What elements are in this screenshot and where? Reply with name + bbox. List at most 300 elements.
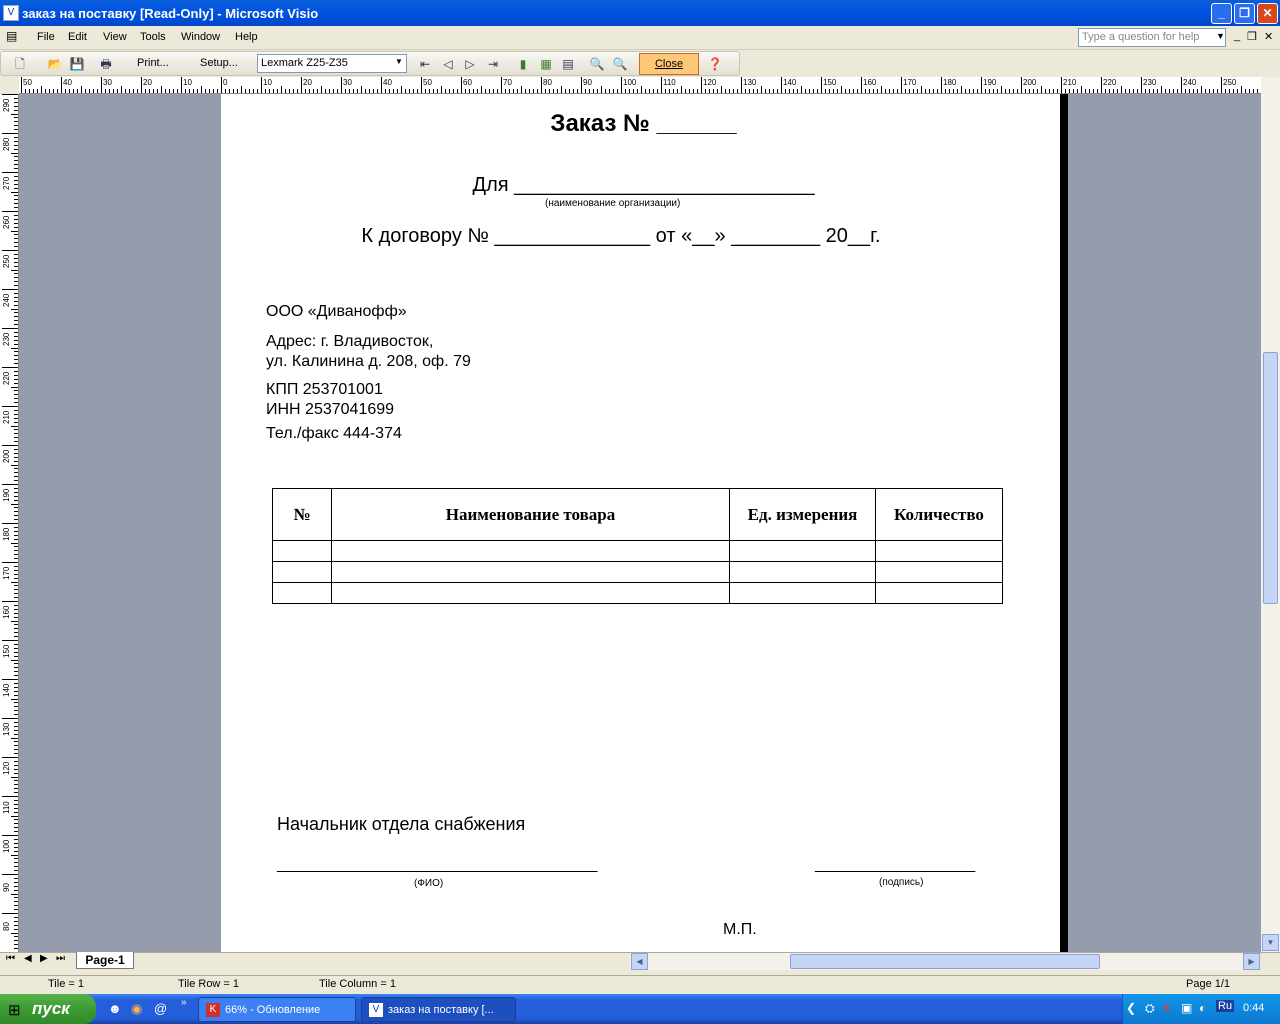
whole-page-icon[interactable]: ▦ [540,57,552,71]
ruler-tick [897,89,898,93]
ruler-tick [2,484,18,485]
ruler-tick [14,691,18,692]
ruler-tick [14,566,18,567]
ruler-tick [14,195,18,196]
ruler-tick [1009,89,1010,93]
chevron-down-icon[interactable]: ▼ [395,57,403,66]
ruler-tick [721,86,722,93]
windows-logo-icon: ⊞ [8,1002,21,1019]
ruler-tick [14,129,18,130]
task-visio[interactable] [361,997,516,1022]
menu-tools[interactable]: Tools [140,31,166,43]
ruler-tick [165,89,166,93]
ruler-tick [11,309,18,310]
email-icon[interactable]: @ [154,1001,168,1016]
ruler-tick [14,141,18,142]
ruler-tick [14,207,18,208]
ruler-tick [993,89,994,93]
ruler-tick [14,219,18,220]
ruler-tick [14,449,18,450]
ruler-tick [14,320,18,321]
ruler-tick [14,156,18,157]
volume-icon[interactable]: ◐ [1199,1001,1207,1015]
browser-icon[interactable]: ◉ [131,1001,143,1016]
ruler-tick [41,86,42,93]
ruler-tick [269,89,270,93]
ruler-tick [689,89,690,93]
ruler-tick [597,89,598,93]
ruler-tick [11,582,18,583]
table-cell [332,583,730,604]
chevron-down-icon[interactable]: ▼ [1216,31,1225,41]
ruler-tick-label: 20 [143,78,152,87]
ruler-tick [14,305,18,306]
ruler-tick [1121,86,1122,93]
ruler-tick [1225,89,1226,93]
table-cell [332,562,730,583]
chevron-right-icon[interactable]: » [181,997,187,1008]
setup-button[interactable]: Setup... [200,57,238,69]
drawing-canvas[interactable] [19,94,1261,952]
ruler-tick-label: 190 [2,488,11,502]
ruler-tick [697,89,698,93]
scroll-down-arrow-icon[interactable]: ▼ [1262,934,1279,951]
ruler-tick [1117,89,1118,93]
ruler-tick [14,515,18,516]
ruler-tick [81,86,82,93]
ruler-tick [1129,89,1130,93]
ruler-tick [649,89,650,93]
ruler-tick [825,89,826,93]
signature-line: __________________ [815,856,976,873]
ruler-tick [61,77,62,93]
ruler-tick [14,761,18,762]
ruler-tick [201,86,202,93]
ruler-tick [14,862,18,863]
ruler-tick [2,367,18,368]
ruler-tick [14,827,18,828]
ruler-tick [637,89,638,93]
ruler-tick [609,89,610,93]
ruler-tick [149,89,150,93]
ruler-tick [1133,89,1134,93]
ruler-tick [97,89,98,93]
previous-page-icon[interactable]: ◁ [443,57,453,71]
maximize-button[interactable]: ❐ [1234,3,1255,24]
ruler-tick [513,89,514,93]
signature-caption: (подпись) [879,877,924,888]
task-visio-label: заказ на поставку [... [388,1004,494,1016]
ruler-tick [365,89,366,93]
window-title: заказ на поставку [Read-Only] - Microsoft Visio [22,5,319,21]
ruler-tick [381,77,382,93]
ruler-tick [14,905,18,906]
zoom-in-icon[interactable]: 🔍 [612,57,628,71]
menu-view[interactable]: View [103,31,127,43]
printer-select[interactable]: Lexmark Z25-Z35 [257,54,407,73]
antivirus-tray-icon[interactable]: K [1163,1001,1172,1015]
ruler-tick [14,137,18,138]
ruler-tick [14,160,18,161]
ruler-tick [14,741,18,742]
ruler-tick [14,500,18,501]
ruler-tick [589,89,590,93]
ruler-tick [14,897,18,898]
tray-back-icon[interactable]: ❮ [1126,1001,1137,1015]
ruler-tick [14,297,18,298]
stamp-place: М.П. [723,921,757,938]
ruler-tick [541,77,542,93]
ruler-tick [11,699,18,700]
ruler-tick [509,89,510,93]
ruler-tick [2,874,18,875]
ruler-tick [741,77,742,93]
ruler-tick-label: 70 [503,78,512,87]
ruler-tick [557,89,558,93]
ruler-tick [14,402,18,403]
ruler-tick [1189,89,1190,93]
ruler-tick [549,89,550,93]
help-icon[interactable]: ❓ [707,57,723,71]
ruler-tick [14,870,18,871]
ruler-tick [1005,89,1006,93]
current-view-icon[interactable]: ▤ [562,57,574,71]
ruler-tick [1213,89,1214,93]
doc-restore-button[interactable]: ❐ [1247,31,1257,43]
ruler-tick [281,86,282,93]
ruler-tick-label: 140 [2,683,11,697]
table-cell [876,541,1003,562]
ruler-tick [1145,89,1146,93]
ruler-tick [501,77,502,93]
system-tray [1122,994,1280,1024]
zoom-out-icon[interactable]: 🔍 [589,57,605,71]
scroll-left-arrow-icon[interactable]: ◀ [631,953,648,970]
ruler-tick [11,777,18,778]
ruler-tick [385,89,386,93]
ruler-tick [929,89,930,93]
ruler-tick [14,695,18,696]
ruler-tick [213,89,214,93]
ruler-tick [11,621,18,622]
ruler-tick [14,554,18,555]
ruler-tick [437,89,438,93]
ruler-tick [1177,89,1178,93]
menu-window[interactable]: Window [181,31,221,43]
ruler-tick [14,702,18,703]
ruler-tick [14,948,18,949]
ruler-tick [14,293,18,294]
ruler-tick [14,847,18,848]
ruler-tick [953,89,954,93]
print-button[interactable]: Print... [137,57,169,69]
ruler-tick [505,89,506,93]
ruler-tick [1101,77,1102,93]
menu-help[interactable]: Help [235,31,258,43]
table-cell [876,583,1003,604]
ruler-tick [57,89,58,93]
ruler-tick [14,145,18,146]
ruler-tick [465,89,466,93]
ruler-tick [313,89,314,93]
ruler-tick [673,89,674,93]
ruler-tick [14,890,18,891]
ruler-tick-label: 280 [2,137,11,151]
ruler-tick [14,539,18,540]
ruler-tick [409,89,410,93]
ruler-tick [14,258,18,259]
ruler-tick [769,89,770,93]
menu-file[interactable]: File [37,31,55,43]
ruler-tick [14,176,18,177]
ruler-tick [14,800,18,801]
ruler-tick [14,215,18,216]
ruler-tick [933,89,934,93]
ruler-tick-label: 240 [2,293,11,307]
ruler-tick [677,89,678,93]
ruler-tick [1085,89,1086,93]
ruler-tick [14,332,18,333]
ruler-tick [245,89,246,93]
ruler-tick [573,89,574,93]
ruler-tick [965,89,966,93]
ruler-tick [133,89,134,93]
ruler-tick [569,89,570,93]
ruler-tick [14,730,18,731]
ruler-tick [14,266,18,267]
table-cell [273,583,332,604]
ruler-tick [869,89,870,93]
ruler-tick [109,89,110,93]
ruler-tick [11,933,18,934]
status-tile-row: Tile Row = 1 [178,978,240,990]
ruler-tick [1241,86,1242,93]
ruler-tick [733,89,734,93]
ruler-tick-label: 90 [2,883,11,892]
ruler-tick [14,617,18,618]
ruler-tick [14,149,18,150]
ruler-tick-label: 40 [383,78,392,87]
open-icon[interactable]: 📂 [47,57,63,71]
quicklaunch-icon[interactable]: ☻ [108,1001,122,1016]
ruler-tick [14,336,18,337]
first-tab-icon[interactable]: ⏮ [6,953,15,964]
ruler-tick [14,199,18,200]
ruler-tick [713,89,714,93]
ruler-tick [14,254,18,255]
doc-minimize-button[interactable]: _ [1234,30,1241,42]
ruler-tick [14,745,18,746]
visio-icon[interactable]: V [3,5,19,21]
menu-edit[interactable]: Edit [68,31,87,43]
ruler-tick [1045,89,1046,93]
ruler-tick [14,246,18,247]
kpp: КПП 253701001 [266,381,383,398]
ruler-tick-label: 260 [2,215,11,229]
ruler-tick [153,89,154,93]
ruler-tick-label: 230 [2,332,11,346]
ruler-tick [821,77,822,93]
ruler-tick [397,89,398,93]
monitor-icon[interactable]: ▣ [1181,1001,1193,1015]
network-icon[interactable]: ⛭ [1145,1001,1155,1015]
ruler-tick [369,89,370,93]
ruler-tick [601,86,602,93]
prev-tab-icon[interactable]: ◀ [24,953,32,964]
ruler-tick [653,89,654,93]
status-page: Page 1/1 [1186,978,1231,990]
close-window-button[interactable]: ✕ [1257,3,1278,24]
ruler-tick [1209,89,1210,93]
ruler-tick [14,812,18,813]
ruler-tick [14,312,18,313]
ruler-tick [73,89,74,93]
visio-icon: V [369,1003,383,1017]
last-tab-icon[interactable]: ⏭ [56,953,65,964]
language-indicator[interactable]: Ru [1218,1000,1233,1012]
ruler-tick [1193,89,1194,93]
ruler-tick [2,718,18,719]
doc-menu-icon[interactable]: ▤ [6,29,18,43]
tab-page-1[interactable]: Page-1 [76,952,134,969]
ruler-tick [14,605,18,606]
ruler-tick [1197,89,1198,93]
ruler-tick [941,77,942,93]
ruler-tick [1185,89,1186,93]
ask-question-input[interactable]: Type a question for help [1078,28,1226,47]
ruler-tick [29,89,30,93]
close-preview-button[interactable]: Close [639,53,699,75]
ruler-tick [11,543,18,544]
ruler-tick [1217,89,1218,93]
ruler-tick [14,749,18,750]
ruler-tick-label: 290 [2,98,11,112]
ruler-tick [2,250,18,251]
ruler-tick [14,168,18,169]
ruler-tick [14,285,18,286]
vertical-scroll-thumb[interactable] [1263,352,1278,604]
ruler-tick [877,89,878,93]
ruler-tick [2,835,18,836]
ruler-tick [14,379,18,380]
ruler-tick [1221,77,1222,93]
ruler-tick [14,597,18,598]
ruler-tick [357,89,358,93]
new-icon[interactable]: 🗋 [15,57,25,71]
next-page-icon[interactable]: ▷ [465,57,475,71]
ruler-tick [11,660,18,661]
ruler-tick [321,86,322,93]
ruler-tick [661,77,662,93]
ruler-tick-label: 200 [1023,78,1037,87]
ruler-tick [129,89,130,93]
ruler-tick [14,546,18,547]
ruler-tick [537,89,538,93]
ruler-tick [11,270,18,271]
ruler-tick [14,613,18,614]
ruler-tick [973,89,974,93]
ruler-tick [21,77,22,93]
ruler-tick [393,89,394,93]
ruler-tick [841,86,842,93]
print-preview-toolbar [0,51,740,76]
ruler-tick [14,316,18,317]
ruler-tick [113,89,114,93]
ruler-tick [14,125,18,126]
ruler-tick [14,589,18,590]
ruler-tick [14,636,18,637]
last-page-icon[interactable]: ⇥ [487,57,499,71]
next-tab-icon[interactable]: ▶ [40,953,48,964]
ruler-tick [14,925,18,926]
printer-icon[interactable]: 🖶 [100,57,112,71]
page-edge [1060,94,1068,952]
scroll-right-arrow-icon[interactable]: ▶ [1243,953,1260,970]
ruler-tick [809,89,810,93]
ruler-tick [913,89,914,93]
ruler-tick [753,89,754,93]
ruler-tick [14,262,18,263]
ruler-tick [2,679,18,680]
table-row [273,583,1003,604]
ruler-tick [14,422,18,423]
save-icon[interactable]: 💾 [69,57,85,71]
ruler-tick [2,211,18,212]
horizontal-scroll-thumb[interactable] [790,954,1100,969]
ruler-tick [857,89,858,93]
ruler-tick-label: 100 [623,78,637,87]
ruler-tick [14,578,18,579]
ruler-tick [693,89,694,93]
single-tile-icon[interactable]: ▮ [519,57,527,71]
ruler-tick-label: 250 [1223,78,1237,87]
ruler-tick [117,89,118,93]
ruler-tick [53,89,54,93]
ruler-tick [845,89,846,93]
ruler-tick [14,324,18,325]
ruler-tick [14,375,18,376]
ruler-tick [449,89,450,93]
ruler-tick [14,340,18,341]
ruler-tick [729,89,730,93]
ruler-tick [14,394,18,395]
ruler-tick [905,89,906,93]
ruler-tick [1089,89,1090,93]
minimize-button[interactable]: _ [1211,3,1232,24]
table-cell [730,562,876,583]
ruler-tick [217,89,218,93]
ruler-tick [11,426,18,427]
table-cell [730,583,876,604]
first-page-icon[interactable]: ⇤ [419,57,431,71]
ruler-tick [177,89,178,93]
ruler-tick [429,89,430,93]
ruler-tick [11,894,18,895]
ruler-tick [225,89,226,93]
document-page[interactable] [221,94,1066,952]
ruler-tick [977,89,978,93]
ruler-tick-label: 220 [1103,78,1117,87]
ruler-tick [169,89,170,93]
ruler-tick [1113,89,1114,93]
doc-close-button[interactable]: ✕ [1264,31,1274,43]
ruler-tick [757,89,758,93]
ruler-tick [305,89,306,93]
ruler-tick [805,89,806,93]
ruler-tick [229,89,230,93]
ruler-tick [14,648,18,649]
task-update[interactable] [198,997,356,1022]
